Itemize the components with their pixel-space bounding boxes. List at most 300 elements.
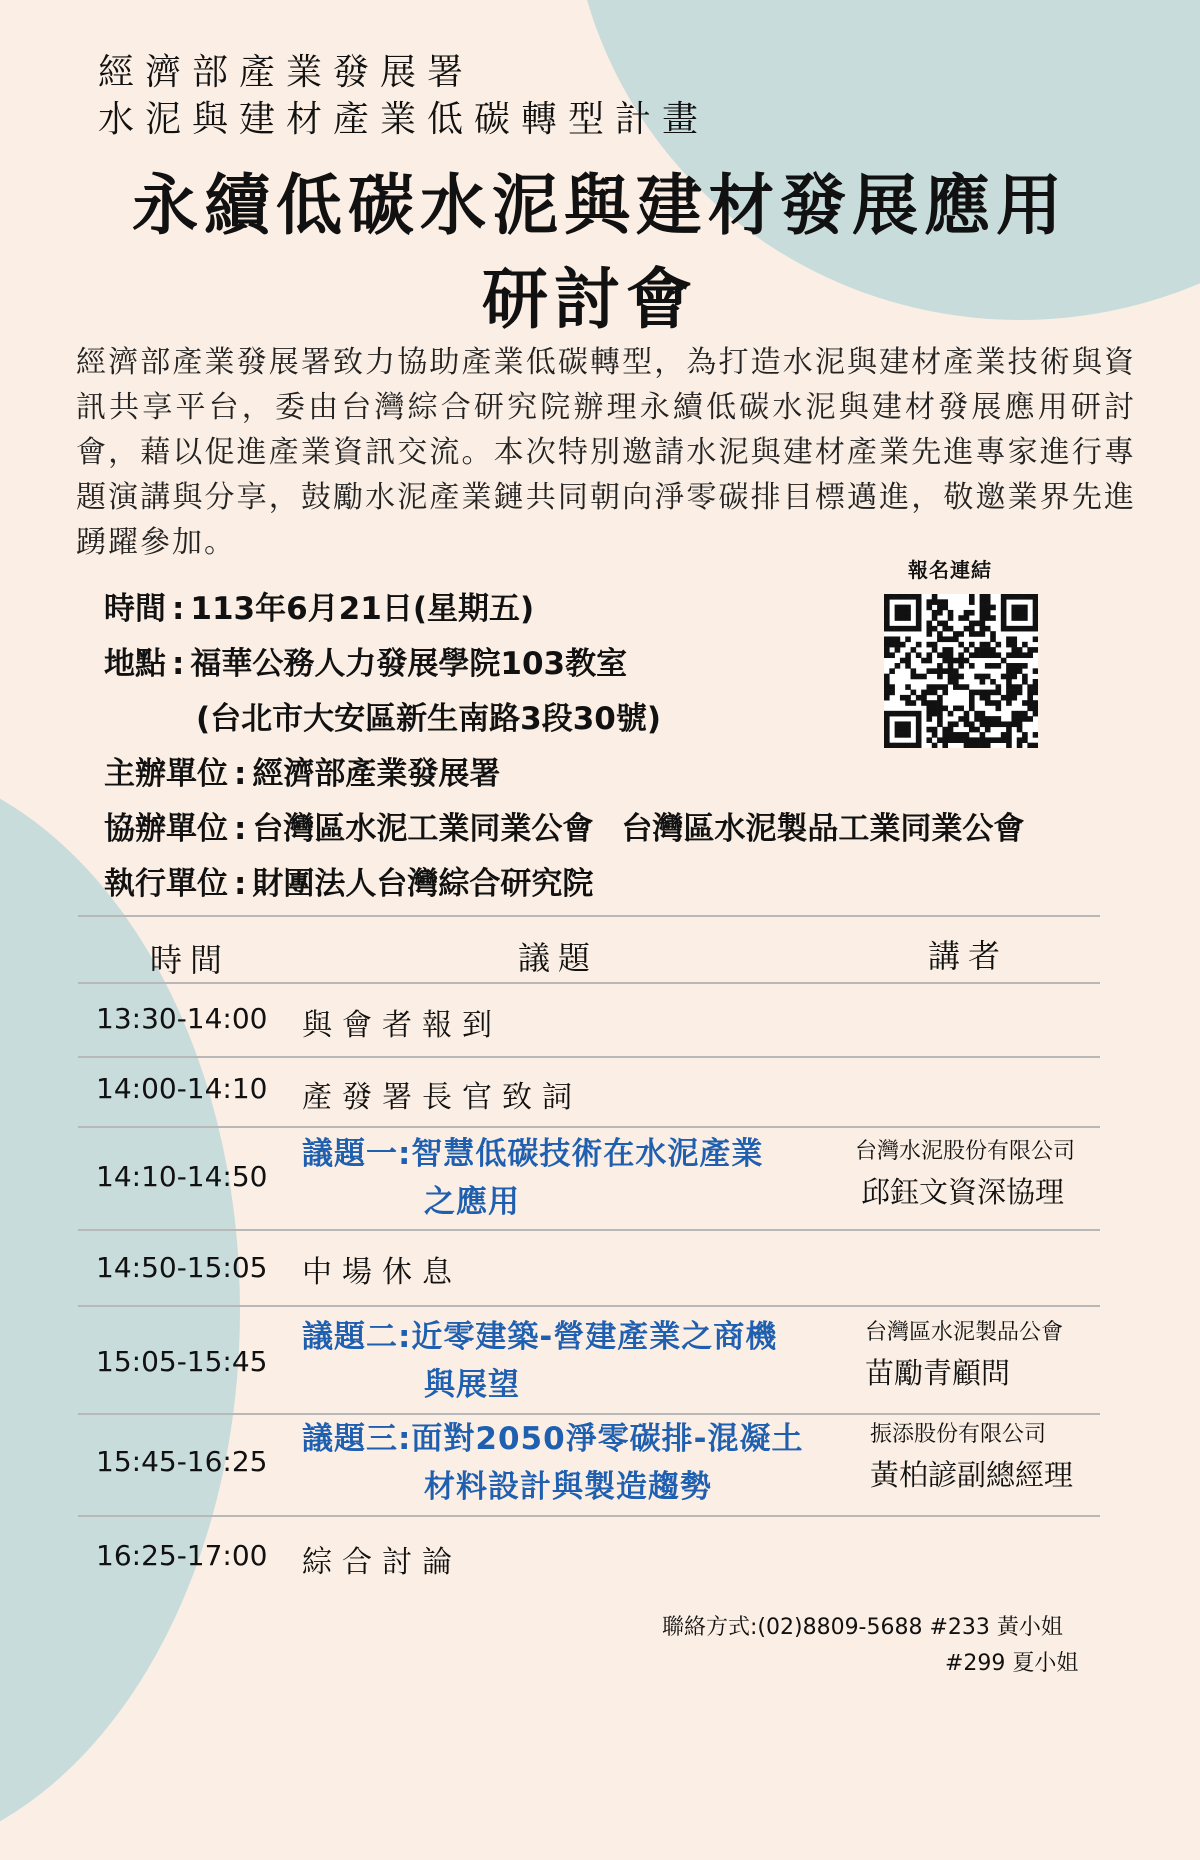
speaker-company: 台灣區水泥製品公會	[865, 1320, 1064, 1345]
qr-module	[932, 615, 938, 621]
qr-module	[953, 732, 959, 738]
qr-module	[905, 727, 911, 733]
qr-module	[996, 663, 1002, 669]
qr-module	[942, 626, 948, 632]
qr-module	[958, 663, 964, 669]
qr-module	[969, 663, 975, 669]
qr-module	[1033, 599, 1038, 605]
qr-module	[980, 743, 986, 748]
qr-module	[1033, 636, 1038, 642]
qr-module	[889, 594, 895, 600]
qr-module	[911, 711, 917, 717]
qr-module	[948, 663, 954, 669]
qr-module	[1011, 615, 1017, 621]
qr-module	[1027, 626, 1033, 632]
qr-module	[884, 711, 890, 717]
qr-module	[1033, 621, 1038, 627]
qr-module	[1006, 684, 1012, 690]
qr-module	[980, 679, 986, 685]
qr-module	[926, 716, 932, 722]
row-time: 15:05-15:45	[96, 1345, 268, 1378]
qr-module	[1027, 700, 1033, 706]
qr-module	[926, 599, 932, 605]
qr-module	[937, 716, 943, 722]
qr-module	[905, 743, 911, 748]
qr-module	[884, 721, 890, 727]
info-place	[104, 638, 627, 683]
qr-module	[974, 743, 980, 748]
qr-module	[1001, 737, 1007, 743]
qr-module	[937, 706, 943, 712]
qr-module	[985, 594, 991, 600]
qr-module	[980, 695, 986, 701]
qr-module	[953, 636, 959, 642]
info-value: 財團法人台灣綜合研究院	[252, 866, 594, 902]
qr-module	[1006, 695, 1012, 701]
qr-module	[964, 626, 970, 632]
qr-module	[916, 605, 922, 611]
qr-module	[900, 743, 906, 748]
qr-module	[916, 716, 922, 722]
qr-module	[884, 737, 890, 743]
qr-module	[969, 621, 975, 627]
info-label: 協辦單位	[104, 811, 228, 847]
qr-module	[1017, 652, 1023, 658]
qr-module	[1006, 737, 1012, 743]
qr-module	[964, 737, 970, 743]
qr-module	[969, 721, 975, 727]
qr-module	[937, 721, 943, 727]
qr-module	[937, 605, 943, 611]
qr-module	[948, 721, 954, 727]
qr-module	[916, 615, 922, 621]
row-topic	[302, 1415, 804, 1511]
qr-module	[900, 732, 906, 738]
info-label: 時間	[104, 591, 166, 627]
qr-module	[969, 695, 975, 701]
qr-module	[969, 594, 975, 600]
qr-module	[911, 700, 917, 706]
qr-module	[969, 706, 975, 712]
qr-module	[964, 711, 970, 717]
info-label: 地點	[104, 646, 166, 682]
qr-module	[958, 737, 964, 743]
qr-module	[1006, 743, 1012, 748]
info-time	[104, 583, 534, 628]
qr-module	[964, 743, 970, 748]
qr-module	[948, 647, 954, 653]
qr-module	[1017, 663, 1023, 669]
qr-module	[1017, 594, 1023, 600]
qr-module	[889, 711, 895, 717]
qr-module	[969, 700, 975, 706]
qr-module	[1011, 721, 1017, 727]
qr-module	[990, 647, 996, 653]
qr-module	[1006, 732, 1012, 738]
qr-module	[911, 594, 917, 600]
qr-module	[985, 674, 991, 680]
info-value: 台灣區水泥工業同業公會	[252, 811, 594, 847]
qr-module	[974, 674, 980, 680]
qr-module	[884, 642, 890, 648]
qr-module	[905, 658, 911, 664]
qr-label: 報名連結	[908, 558, 992, 582]
qr-module	[1017, 626, 1023, 632]
qr-module	[958, 674, 964, 680]
contact-line: 聯絡方式:(02)8809-5688 #233 黃小姐	[662, 1615, 1063, 1640]
qr-module	[905, 626, 911, 632]
qr-module	[942, 668, 948, 674]
qr-module	[1011, 663, 1017, 669]
qr-module	[900, 610, 906, 616]
qr-module	[985, 652, 991, 658]
qr-module	[895, 636, 901, 642]
qr-module	[1006, 663, 1012, 669]
topic-prefix: 議題一:	[302, 1136, 412, 1172]
qr-module	[1006, 721, 1012, 727]
qr-module	[1027, 743, 1033, 748]
info-host	[104, 748, 500, 793]
qr-module	[900, 721, 906, 727]
qr-module	[942, 684, 948, 690]
qr-module	[937, 674, 943, 680]
qr-module	[996, 700, 1002, 706]
qr-module	[974, 727, 980, 733]
qr-module	[948, 674, 954, 680]
qr-module	[964, 647, 970, 653]
qr-module	[884, 605, 890, 611]
qr-module	[1011, 605, 1017, 611]
qr-module	[926, 631, 932, 637]
qr-module	[942, 605, 948, 611]
qr-module	[974, 711, 980, 717]
qr-module	[1022, 594, 1028, 600]
topic-line2: 材料設計與製造趨勢	[424, 1469, 712, 1505]
qr-module	[1011, 626, 1017, 632]
qr-module	[990, 605, 996, 611]
qr-module	[932, 642, 938, 648]
column-header-topic: 議題	[518, 939, 599, 977]
qr-module	[926, 668, 932, 674]
qr-module	[985, 727, 991, 733]
row-time: 13:30-14:00	[96, 1002, 268, 1035]
qr-module	[884, 679, 890, 685]
contact-line: #299 夏小姐	[945, 1651, 1079, 1676]
qr-module	[921, 695, 927, 701]
qr-module	[895, 711, 901, 717]
qr-module	[926, 621, 932, 627]
qr-module	[926, 605, 932, 611]
qr-code-graphic	[884, 594, 1038, 748]
qr-module	[1001, 599, 1007, 605]
qr-module	[1011, 711, 1017, 717]
qr-module	[1022, 605, 1028, 611]
qr-module	[932, 647, 938, 653]
qr-module	[1006, 626, 1012, 632]
qr-module	[1017, 743, 1023, 748]
qr-module	[985, 642, 991, 648]
qr-module	[1027, 716, 1033, 722]
qr-module	[926, 727, 932, 733]
qr-module	[932, 700, 938, 706]
qr-module	[1006, 679, 1012, 685]
row-topic: 產發署長官致詞	[302, 1080, 582, 1115]
qr-module	[1022, 615, 1028, 621]
qr-module	[1011, 642, 1017, 648]
qr-module	[996, 652, 1002, 658]
qr-module	[937, 599, 943, 605]
info-value: 台灣區水泥製品工業同業公會	[621, 811, 1025, 847]
topic-line1: 面對2050淨零碳排-混凝土	[411, 1421, 804, 1457]
qr-module	[1033, 684, 1038, 690]
qr-module	[1011, 668, 1017, 674]
qr-module	[926, 684, 932, 690]
qr-module	[948, 636, 954, 642]
qr-module	[985, 690, 991, 696]
qr-module	[969, 626, 975, 632]
qr-module	[884, 610, 890, 616]
qr-module	[911, 668, 917, 674]
qr-module	[916, 695, 922, 701]
qr-module	[905, 610, 911, 616]
qr-module	[1017, 721, 1023, 727]
qr-module	[926, 690, 932, 696]
row-topic: 綜合討論	[302, 1545, 462, 1580]
qr-module	[980, 690, 986, 696]
qr-module	[905, 695, 911, 701]
qr-module	[1011, 636, 1017, 642]
row-speaker	[855, 1136, 1075, 1214]
qr-module	[985, 743, 991, 748]
qr-module	[900, 642, 906, 648]
qr-module	[1033, 690, 1038, 696]
qr-module	[916, 652, 922, 658]
qr-module	[990, 636, 996, 642]
speaker-name: 黃柏諺副總經理	[870, 1458, 1074, 1492]
qr-module	[948, 727, 954, 733]
qr-module	[900, 695, 906, 701]
qr-module	[958, 642, 964, 648]
qr-module	[942, 732, 948, 738]
page-title: 永續低碳水泥與建材發展應用	[132, 167, 1068, 244]
qr-module	[1022, 610, 1028, 616]
table-row	[78, 982, 1100, 1056]
qr-module	[937, 668, 943, 674]
qr-module	[932, 690, 938, 696]
row-time: 14:50-15:05	[96, 1251, 268, 1284]
qr-module	[969, 599, 975, 605]
qr-module	[942, 743, 948, 748]
qr-module	[980, 674, 986, 680]
qr-module	[964, 721, 970, 727]
qr-module	[916, 594, 922, 600]
qr-module	[916, 626, 922, 632]
qr-module	[932, 711, 938, 717]
qr-module	[958, 652, 964, 658]
info-separator: :	[234, 756, 247, 792]
qr-module	[958, 615, 964, 621]
qr-module	[974, 716, 980, 722]
topic-line2: 與展望	[424, 1367, 520, 1403]
qr-module	[884, 684, 890, 690]
qr-module	[953, 684, 959, 690]
qr-module	[937, 636, 943, 642]
qr-module	[884, 652, 890, 658]
qr-module	[969, 737, 975, 743]
qr-module	[900, 727, 906, 733]
qr-module	[969, 743, 975, 748]
qr-module	[932, 706, 938, 712]
qr-module	[916, 711, 922, 717]
qr-module	[884, 727, 890, 733]
qr-module	[948, 737, 954, 743]
qr-module	[948, 652, 954, 658]
speaker-company: 台灣水泥股份有限公司	[855, 1139, 1076, 1164]
qr-module	[921, 658, 927, 664]
qr-module	[974, 647, 980, 653]
speaker-name: 苗勵青顧問	[865, 1356, 1011, 1390]
qr-module	[985, 695, 991, 701]
qr-module	[948, 615, 954, 621]
qr-module	[1022, 732, 1028, 738]
qr-module	[926, 626, 932, 632]
qr-module	[980, 610, 986, 616]
qr-module	[932, 684, 938, 690]
qr-module	[990, 716, 996, 722]
qr-module	[1006, 690, 1012, 696]
qr-module	[900, 615, 906, 621]
qr-module	[996, 690, 1002, 696]
qr-module	[953, 668, 959, 674]
qr-module	[942, 652, 948, 658]
qr-module	[990, 615, 996, 621]
qr-module	[926, 700, 932, 706]
info-address: (台北市大安區新生南路3段30號)	[196, 701, 662, 737]
qr-module	[974, 631, 980, 637]
qr-module	[969, 652, 975, 658]
qr-module	[900, 594, 906, 600]
qr-module	[921, 700, 927, 706]
qr-module	[895, 663, 901, 669]
qr-module	[905, 711, 911, 717]
table-divider	[78, 915, 1100, 917]
info-value: 經濟部產業發展署	[252, 756, 501, 792]
qr-module	[884, 599, 890, 605]
qr-module	[889, 652, 895, 658]
qr-module	[884, 647, 890, 653]
page-title-line2: 研討會	[482, 261, 698, 338]
qr-module	[884, 743, 890, 748]
qr-module	[985, 605, 991, 611]
qr-module	[1011, 695, 1017, 701]
qr-module	[969, 610, 975, 616]
qr-module	[884, 621, 890, 627]
qr-module	[884, 636, 890, 642]
qr-module	[1001, 610, 1007, 616]
qr-module	[1022, 700, 1028, 706]
qr-module	[990, 700, 996, 706]
qr-module	[1011, 610, 1017, 616]
qr-module	[996, 684, 1002, 690]
qr-module	[985, 610, 991, 616]
topic-line1: 智慧低碳技術在水泥產業	[411, 1136, 764, 1172]
qr-module	[895, 727, 901, 733]
qr-module	[1001, 605, 1007, 611]
qr-module	[895, 605, 901, 611]
qr-module	[895, 642, 901, 648]
qr-module	[980, 732, 986, 738]
qr-module	[1033, 626, 1038, 632]
info-separator: :	[172, 591, 185, 627]
intro-paragraph: 經濟部產業發展署致力協助產業低碳轉型，為打造水泥與建材產業技術與資訊共享平台，委由台灣綜合研究院辦理永續低碳水泥與建材發展應用研討會，藉以促進產業資訊交流。本次特別邀請水泥與建材產業先進專家進行專題演講與分享，鼓勵水泥產業鏈共同朝向淨零碳排目標邁進，敬邀業界先進踴躍參加。	[76, 345, 1136, 560]
qr-module	[953, 679, 959, 685]
qr-module	[964, 658, 970, 664]
qr-module	[980, 594, 986, 600]
qr-module	[884, 695, 890, 701]
qr-module	[884, 674, 890, 680]
qr-module	[969, 631, 975, 637]
qr-module	[1033, 743, 1038, 748]
qr-module	[980, 615, 986, 621]
qr-module	[937, 610, 943, 616]
qr-module	[889, 636, 895, 642]
qr-module	[916, 732, 922, 738]
qr-module	[953, 658, 959, 664]
qr-module	[980, 631, 986, 637]
qr-module	[1001, 732, 1007, 738]
qr-module	[937, 684, 943, 690]
qr-module	[1001, 674, 1007, 680]
qr-module	[1017, 690, 1023, 696]
qr-code-icon[interactable]	[884, 594, 1038, 748]
qr-module	[948, 732, 954, 738]
qr-module	[1006, 668, 1012, 674]
info-separator: :	[172, 646, 185, 682]
row-topic: 與會者報到	[302, 1008, 502, 1043]
qr-module	[1033, 615, 1038, 621]
qr-module	[1017, 716, 1023, 722]
qr-module	[985, 615, 991, 621]
qr-module	[905, 700, 911, 706]
qr-module	[942, 727, 948, 733]
qr-module	[1006, 700, 1012, 706]
qr-module	[1006, 727, 1012, 733]
qr-module	[985, 721, 991, 727]
qr-module	[1011, 674, 1017, 680]
qr-module	[895, 610, 901, 616]
info-executor	[104, 858, 593, 903]
qr-module	[926, 652, 932, 658]
qr-module	[948, 679, 954, 685]
info-label: 主辦單位	[104, 756, 228, 792]
qr-module	[990, 737, 996, 743]
qr-module	[1017, 610, 1023, 616]
qr-module	[1033, 605, 1038, 611]
qr-module	[942, 690, 948, 696]
qr-module	[1001, 658, 1007, 664]
qr-module	[953, 674, 959, 680]
qr-module	[1022, 674, 1028, 680]
qr-module	[937, 700, 943, 706]
qr-module	[1011, 690, 1017, 696]
qr-module	[1033, 706, 1038, 712]
qr-module	[937, 695, 943, 701]
qr-module	[1022, 642, 1028, 648]
row-topic	[302, 1313, 777, 1409]
organizer-line: 經濟部產業發展署	[98, 52, 475, 93]
qr-module	[1001, 626, 1007, 632]
qr-module	[1022, 716, 1028, 722]
